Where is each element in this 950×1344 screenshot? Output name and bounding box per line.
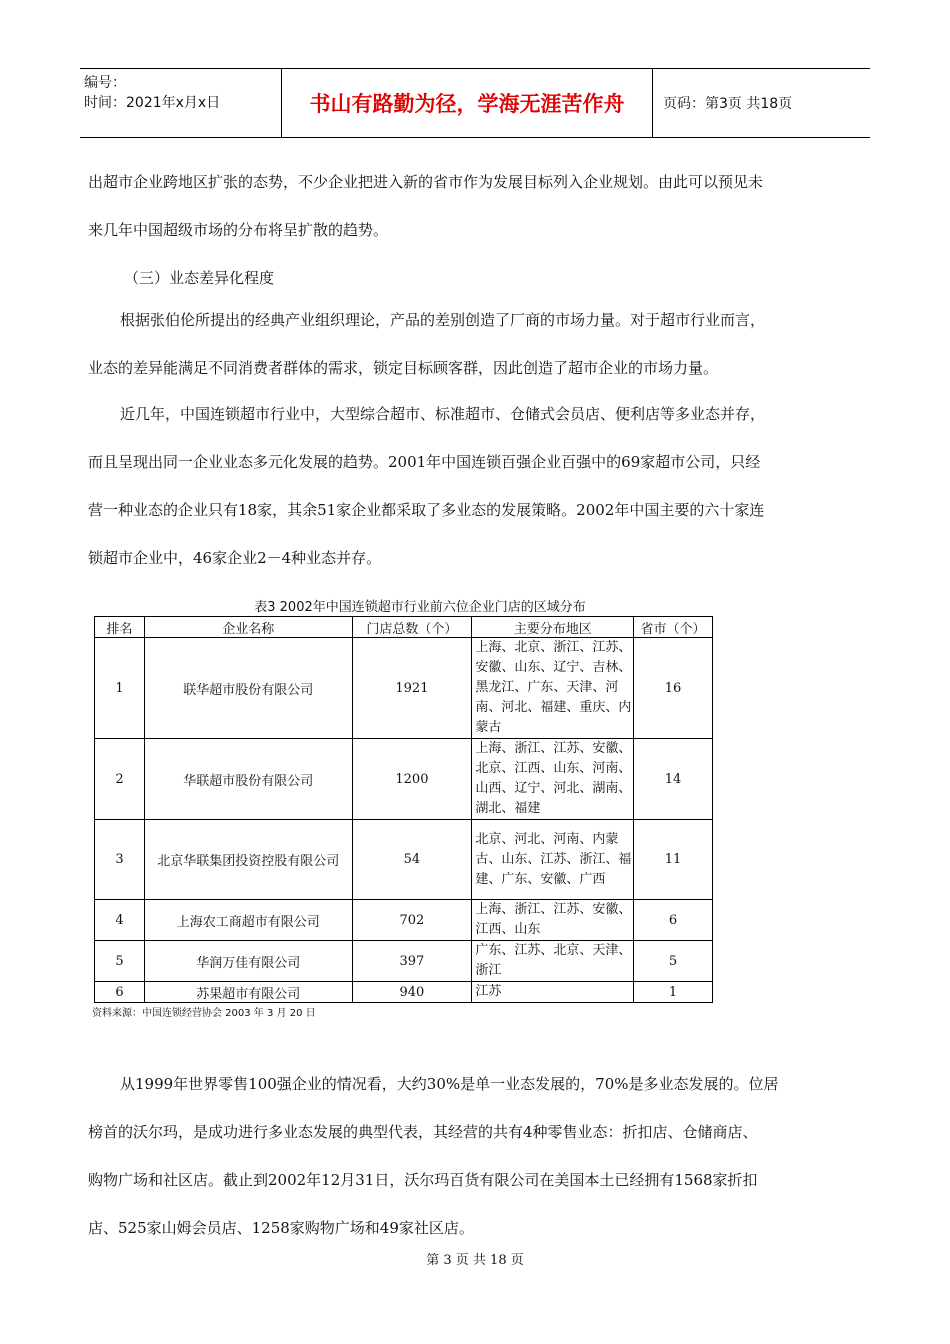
header-meta xyxy=(80,69,282,137)
paragraph-line: 来几年中国超级市场的分布将呈扩散的趋势。 xyxy=(88,221,389,239)
header-page-label: 页码：第3页 共18页 xyxy=(663,96,793,112)
stores-cell: 397 xyxy=(352,941,472,982)
paragraph-line: 从1999年世界零售100强企业的情况看，大约30%是单一业态发展的，70%是多业态发展的。位居 xyxy=(120,1075,779,1093)
regions-cell: 北京、河北、河南、内蒙古、山东、江苏、浙江、福建、广东、安徽、广西 xyxy=(472,820,634,900)
store-distribution-table xyxy=(94,616,713,1003)
regions-cell: 江苏 xyxy=(472,982,634,1003)
table-row xyxy=(95,941,713,982)
header-rank: 排名 xyxy=(95,617,145,638)
paragraph-line: 业态的差异能满足不同消费者群体的需求，锁定目标顾客群，因此创造了超市企业的市场力量。 xyxy=(88,359,719,377)
header-company: 企业名称 xyxy=(144,617,352,638)
paragraph-line: 榜首的沃尔玛，是成功进行多业态发展的典型代表，其经营的共有4种零售业态：折扣店、仓储商店、 xyxy=(88,1123,758,1141)
provinces-cell: 6 xyxy=(634,900,713,941)
time-label: 时间：2021年x月x日 xyxy=(84,95,221,111)
paragraph-line: 出超市企业跨地区扩张的态势，不少企业把进入新的省市作为发展目标列入企业规划。由此可以预见未 xyxy=(88,173,764,191)
table-row xyxy=(95,900,713,941)
rank-cell: 4 xyxy=(95,900,145,941)
paragraph-line: 根据张伯伦所提出的经典产业组织理论，产品的差别创造了厂商的市场力量。对于超市行业而言， xyxy=(120,311,766,329)
stores-cell: 940 xyxy=(352,982,472,1003)
rank-cell: 6 xyxy=(95,982,145,1003)
table-row xyxy=(95,982,713,1003)
page-footer: 第 3 页 共 18 页 xyxy=(426,1253,524,1268)
company-cell: 华润万佳有限公司 xyxy=(144,941,352,982)
regions-cell: 广东、江苏、北京、天津、浙江 xyxy=(472,941,634,982)
provinces-cell: 11 xyxy=(634,820,713,900)
table-header-row xyxy=(95,617,713,638)
paragraph-line: 购物广场和社区店。截止到2002年12月31日，沃尔玛百货有限公司在美国本土已经拥有1568家折扣 xyxy=(88,1171,758,1189)
number-label: 编号： xyxy=(84,75,126,91)
company-cell: 上海农工商超市有限公司 xyxy=(144,900,352,941)
table-row xyxy=(95,820,713,900)
provinces-cell: 1 xyxy=(634,982,713,1003)
section-heading: （三）业态差异化程度 xyxy=(124,269,275,287)
company-cell: 华联超市股份有限公司 xyxy=(144,739,352,820)
rank-cell: 3 xyxy=(95,820,145,900)
paragraph-line: 近几年，中国连锁超市行业中，大型综合超市、标准超市、仓储式会员店、便利店等多业态并存， xyxy=(120,405,766,423)
regions-cell: 上海、浙江、江苏、安徽、北京、江西、山东、河南、山西、辽宁、河北、湖南、湖北、福建 xyxy=(472,739,634,820)
header-regions: 主要分布地区 xyxy=(472,617,634,638)
table-source: 资料来源：中国连锁经营协会 2003 年 3 月 20 日 xyxy=(92,1008,316,1019)
stores-cell: 1200 xyxy=(352,739,472,820)
table-title: 表3 2002年中国连锁超市行业前六位企业门店的区域分布 xyxy=(254,600,586,615)
stores-cell: 1921 xyxy=(352,638,472,739)
regions-cell: 上海、浙江、江苏、安徽、江西、山东 xyxy=(472,900,634,941)
stores-cell: 54 xyxy=(352,820,472,900)
rank-cell: 1 xyxy=(95,638,145,739)
regions-cell: 上海、北京、浙江、江苏、安徽、山东、辽宁、吉林、黑龙江、广东、天津、河南、河北、福建、重庆、内蒙古 xyxy=(472,638,634,739)
paragraph-line: 而且呈现出同一企业业态多元化发展的趋势。2001年中国连锁百强企业百强中的69家超市公司，只经 xyxy=(88,453,761,471)
paragraph-line: 锁超市企业中，46家企业2－4种业态并存。 xyxy=(88,549,382,567)
provinces-cell: 16 xyxy=(634,638,713,739)
header-stores: 门店总数（个） xyxy=(352,617,472,638)
header-motto: 书山有路勤为径，学海无涯苦作舟 xyxy=(282,69,653,137)
header-provinces: 省市（个） xyxy=(634,617,713,638)
company-cell: 北京华联集团投资控股有限公司 xyxy=(144,820,352,900)
table-row xyxy=(95,638,713,739)
provinces-cell: 14 xyxy=(634,739,713,820)
company-cell: 苏果超市有限公司 xyxy=(144,982,352,1003)
rank-cell: 5 xyxy=(95,941,145,982)
page-header xyxy=(80,68,870,138)
paragraph-line: 店、525家山姆会员店、1258家购物广场和49家社区店。 xyxy=(88,1219,474,1237)
rank-cell: 2 xyxy=(95,739,145,820)
company-cell: 联华超市股份有限公司 xyxy=(144,638,352,739)
stores-cell: 702 xyxy=(352,900,472,941)
table-row xyxy=(95,739,713,820)
paragraph-line: 营一种业态的企业只有18家，其余51家企业都采取了多业态的发展策略。2002年中国主要的六十家连 xyxy=(88,501,765,519)
provinces-cell: 5 xyxy=(634,941,713,982)
